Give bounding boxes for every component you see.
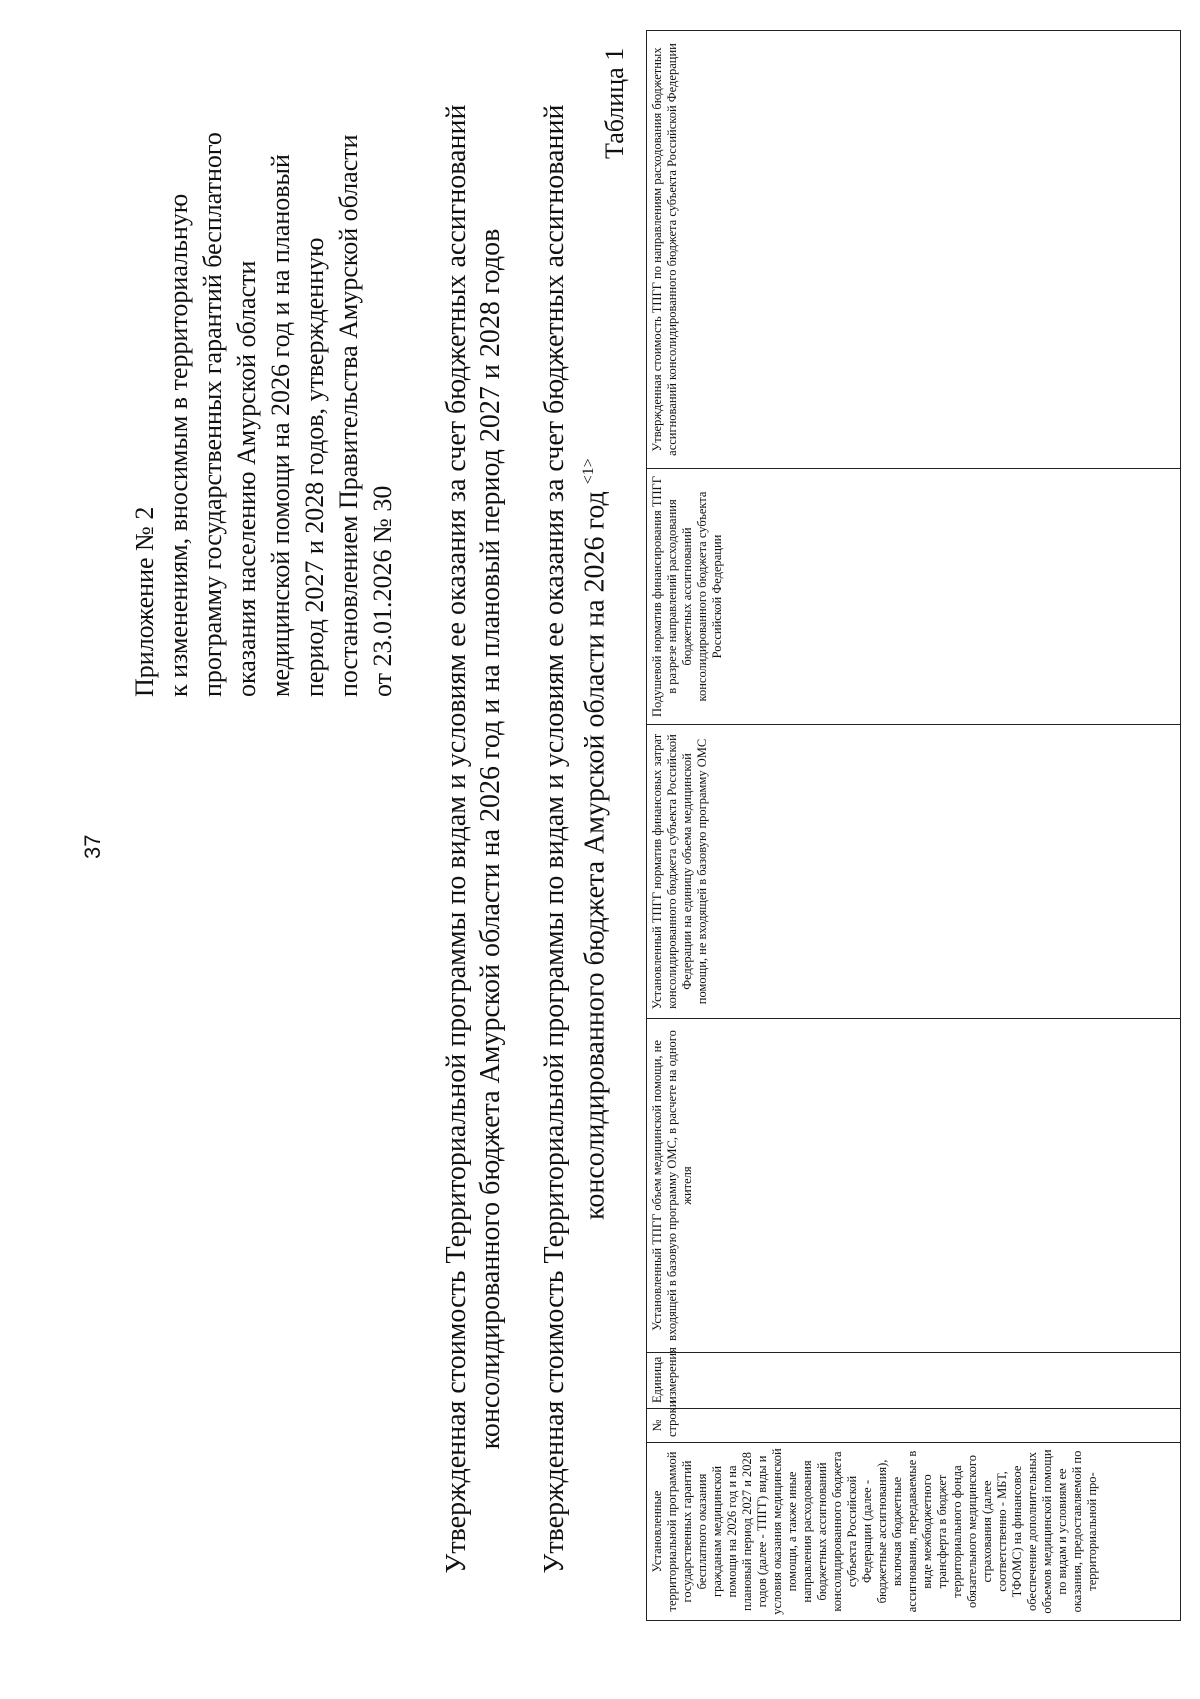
table-label: Таблица 1 [600, 47, 629, 159]
appendix-line: Приложение № 2 [130, 506, 159, 697]
table-title [538, 99, 612, 1579]
appendix-line: постановлением Правительства Амурской области [334, 134, 363, 697]
header-cell: Установленный ТПГГ норматив финансовых затрат консолидированного бюджета субъекта Российской Федерации на единицу объема медицинской помощи, не входящей в базовую программу ОМС [647, 725, 1181, 1019]
header-cell: Утвержденная стоимость ТПГГ по направлениям расходования бюджетных ассигнований консолидированного бюджета субъекта Российской Федерации [647, 31, 1181, 469]
cost-table [646, 30, 1181, 1621]
appendix-line: программу государственных гарантий бесплатного [198, 132, 227, 697]
header-cell: Подушевой норматив финансирования ТПГГ в разрезе направлений расходования бюджетных ассигнований консолидированного бюджета субъекта Российской Федерации [647, 469, 1181, 725]
appendix-line: медицинской помощи на 2026 год и на плановый [266, 154, 295, 697]
page-number: 37 [80, 834, 105, 859]
appendix-line: от 23.01.2026 № 30 [368, 485, 397, 697]
title-line: консолидированного бюджета Амурской области на 2026 год и на плановый период 2027 и 2028 годов [475, 228, 506, 1450]
header-cell: Установленный ТПГГ объем медицинской помощи, не входящей в базовую программу ОМС, в расчете на одного жителя [647, 1019, 1181, 1353]
header-cell: Единица измерения [647, 1353, 1181, 1409]
appendix-line: оказания населению Амурской области [232, 260, 261, 697]
title-line: Утвержденная стоимость Территориальной программы по видам и условиям ее оказания за счет бюджетных ассигнований [539, 104, 570, 1574]
header-cell: № строки [647, 1409, 1181, 1443]
header-cell: Установленные территориальной программой государственных гарантий бесплатного оказания гражданам медицинской помощи на 2026 год и на плановый период 2027 и 2028 годов (далее - ТПГГ) виды и условия оказания медицинской помощи, а также иные направления расходования бюджетных ассигнований консолидированного бюджета субъекта Российской Федерации (далее - бюджетные ассигнования), включая бюджетные ассигнования, передаваемые в виде межбюджетного трансферта в бюджет территориального фонда обязательного медицинского страхования (далее соответственно - МБТ, ТФОМС) на финансовое обеспечение дополнительных объемов медицинской помощи по видам и условиям ее оказания, предоставляемой по территориальной про- [647, 1443, 1181, 1621]
appendix-line: к изменениям, вносимым в территориальную [164, 193, 193, 697]
title-text: консолидированного бюджета Амурской области на 2026 год [579, 491, 611, 1220]
footnote-mark: <1> [580, 458, 597, 485]
appendix-line: период 2027 и 2028 годов, утвержденную [300, 237, 329, 697]
document-title [440, 99, 508, 1579]
appendix-block [128, 37, 400, 697]
title-line: Утвержденная стоимость Территориальной программы по видам и условиям ее оказания за счет бюджетных ассигнований [441, 104, 472, 1574]
title-line [572, 99, 612, 1579]
